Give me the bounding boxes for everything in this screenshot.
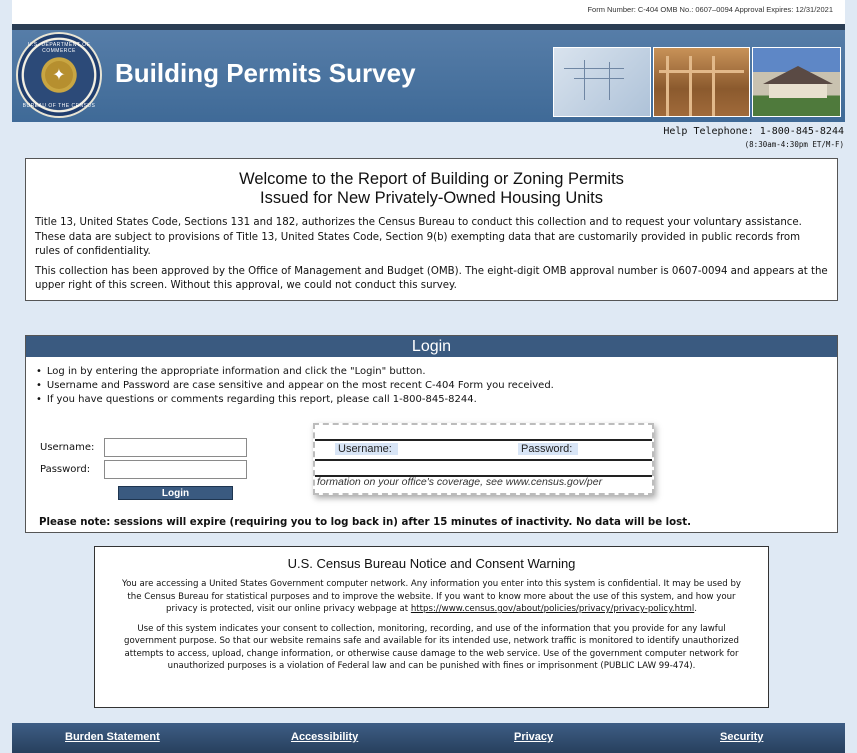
- password-row: [40, 464, 102, 475]
- consent-paragraph-1: You are accessing a United States Government computer network. Any information you enter into this system is confidential. It may be used by the Census Bureau for statistical purposes and to improve the website. If you want to know more about the use of this system, and how your privacy is protected, visit our online privacy webpage at https://www.census.gov/about/policies/privacy/privacy-policy.html.: [121, 579, 741, 614]
- consent-warning-panel: [94, 546, 769, 708]
- username-row: [40, 442, 102, 453]
- login-button[interactable]: Login: [118, 486, 233, 500]
- instruction-item: • Log in by entering the appropriate information and click the "Login" button.: [36, 365, 837, 379]
- privacy-link[interactable]: Privacy: [514, 731, 554, 743]
- help-contact: [663, 126, 844, 149]
- privacy-policy-link[interactable]: https://www.census.gov/about/policies/privacy/privacy-policy.html: [410, 604, 695, 614]
- login-heading: Login: [26, 336, 837, 357]
- form-number-bar: [0, 0, 857, 24]
- sample-password-label: Password:: [518, 443, 578, 455]
- eagle-icon: ✦: [45, 61, 73, 89]
- instruction-item: • Username and Password are case sensitive and appear on the most recent C-404 Form you received.: [36, 379, 837, 393]
- password-input[interactable]: [104, 460, 247, 479]
- sample-bottom-text: formation on your office's coverage, see www.census.gov/per: [317, 476, 603, 488]
- welcome-title: Welcome to the Report of Building or Zoning Permits Issued for New Privately-Owned Housing Units: [239, 170, 624, 207]
- accessibility-link[interactable]: Accessibility: [291, 731, 359, 743]
- blueprint-image: [553, 47, 651, 117]
- omb-paragraph: This collection has been approved by the Office of Management and Budget (OMB). The eight-digit OMB approval number is 0607-0094 and appears at the upper right of this screen. Without this approval, we could not conduct this survey.: [35, 265, 828, 291]
- header-photos: [553, 47, 841, 117]
- sample-username-label: Username:: [335, 443, 398, 455]
- authority-paragraph: Title 13, United States Code, Sections 131 and 182, authorizes the Census Bureau to conduct this collection and to request your voluntary assistance. These data are subject to provisions of Title 13, United States Code, Section 9(b) exempting data that are customarily provided in public records from rules of confidentiality.: [35, 217, 802, 257]
- site-title: Building Permits Survey: [115, 58, 416, 88]
- instruction-item: • If you have questions or comments regarding this report, please call 1-800-845-8244.: [36, 393, 837, 407]
- site-header: [12, 24, 845, 122]
- consent-paragraph-2: Use of this system indicates your consent to collection, monitoring, recording, and use of the information that you provide for any lawful government purpose. So that our website remains safe and available for its intended use, network traffic is monitored to identify unauthorized attempts to access, upload, change information, or otherwise cause damage to the web service. Use of the government computer network for unauthorized purposes is a violation of Federal law and can be punished with fines or imprisonment (PUBLIC LAW 99-474).: [123, 623, 739, 671]
- login-panel: [25, 335, 838, 533]
- footer-nav: [12, 723, 845, 753]
- census-seal-logo: U.S. DEPARTMENT OF COMMERCE ✦ BUREAU OF THE CENSUS: [16, 32, 102, 118]
- construction-frame-image: [653, 47, 750, 117]
- help-hours: (8:30am-4:30pm ET/M-F): [744, 140, 844, 149]
- burden-statement-link[interactable]: Burden Statement: [65, 731, 160, 743]
- form-number: Form Number: C-404 OMB No.: 0607–0094 Approval Expires: 12/31/2021: [587, 5, 833, 14]
- consent-title: U.S. Census Bureau Notice and Consent Warning: [287, 556, 576, 571]
- house-image: [752, 47, 841, 117]
- security-link[interactable]: Security: [720, 731, 764, 743]
- username-label: Username:: [40, 442, 95, 453]
- help-telephone: Help Telephone: 1-800-845-8244: [663, 126, 844, 137]
- password-label: Password:: [40, 464, 91, 475]
- login-instructions: [36, 365, 837, 407]
- username-input[interactable]: [104, 438, 247, 457]
- welcome-panel: [25, 158, 838, 301]
- credentials-sample-image: [313, 423, 654, 495]
- session-note: Please note: sessions will expire (requiring you to log back in) after 15 minutes of inactivity. No data will be lost.: [39, 517, 691, 528]
